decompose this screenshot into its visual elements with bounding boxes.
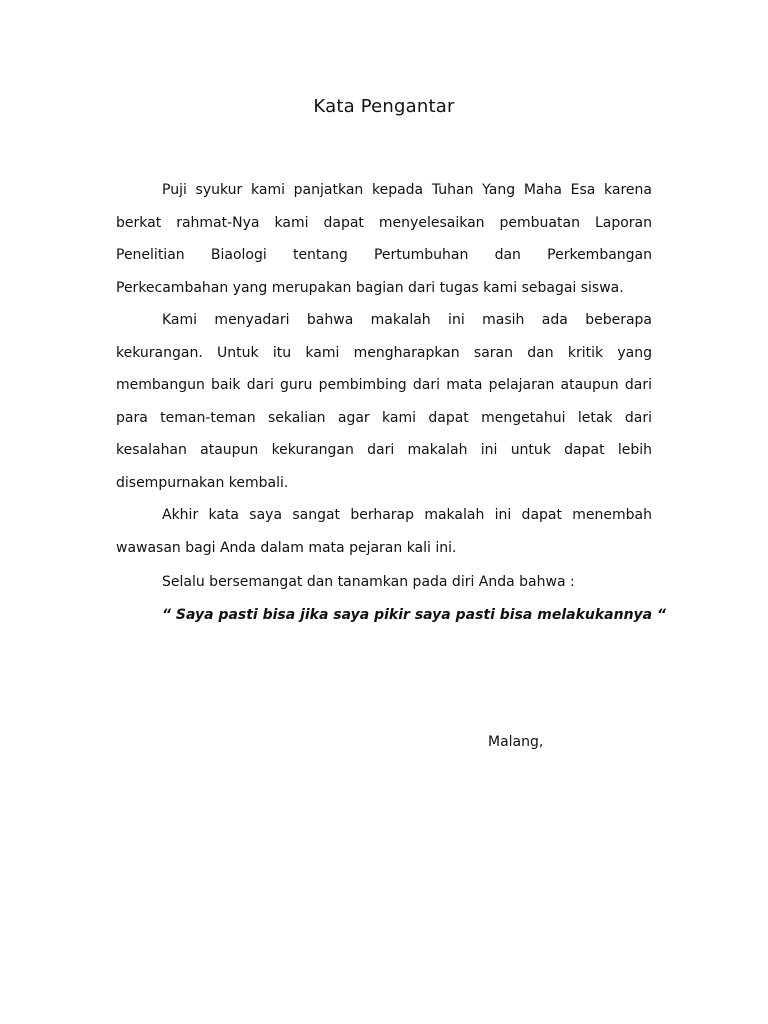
preface-body	[116, 174, 652, 564]
motivational-quote: “ Saya pasti bisa jika saya pikir saya pasti bisa melakukannya “	[162, 606, 667, 623]
paragraph-2: Kami menyadari bahwa makalah ini masih ada beberapa kekurangan. Untuk itu kami mengharapkan saran dan kritik yang membangun baik dari guru pembimbing dari mata pelajaran ataupun dari para teman-teman sekalian agar kami dapat mengetahui letak dari kesalahan ataupun kekurangan dari makalah ini untuk dapat lebih disempurnakan kembali.	[116, 312, 652, 491]
paragraph-1: Puji syukur kami panjatkan kepada Tuhan Yang Maha Esa karena berkat rahmat-Nya kami dapat menyelesaikan pembuatan Laporan Penelitian Biaologi tentang Pertumbuhan dan Perkembangan Perkecambahan yang merupakan bagian dari tugas kami sebagai siswa.	[116, 182, 652, 296]
signature-place: Malang,	[488, 734, 544, 750]
closing-section	[162, 566, 667, 631]
page-title: Kata Pengantar	[313, 96, 455, 117]
closing-intro: Selalu bersemangat dan tanamkan pada diri Anda bahwa :	[162, 574, 575, 590]
paragraph-3: Akhir kata saya sangat berharap makalah ini dapat menembah wawasan bagi Anda dalam mata pejaran kali ini.	[116, 507, 652, 556]
